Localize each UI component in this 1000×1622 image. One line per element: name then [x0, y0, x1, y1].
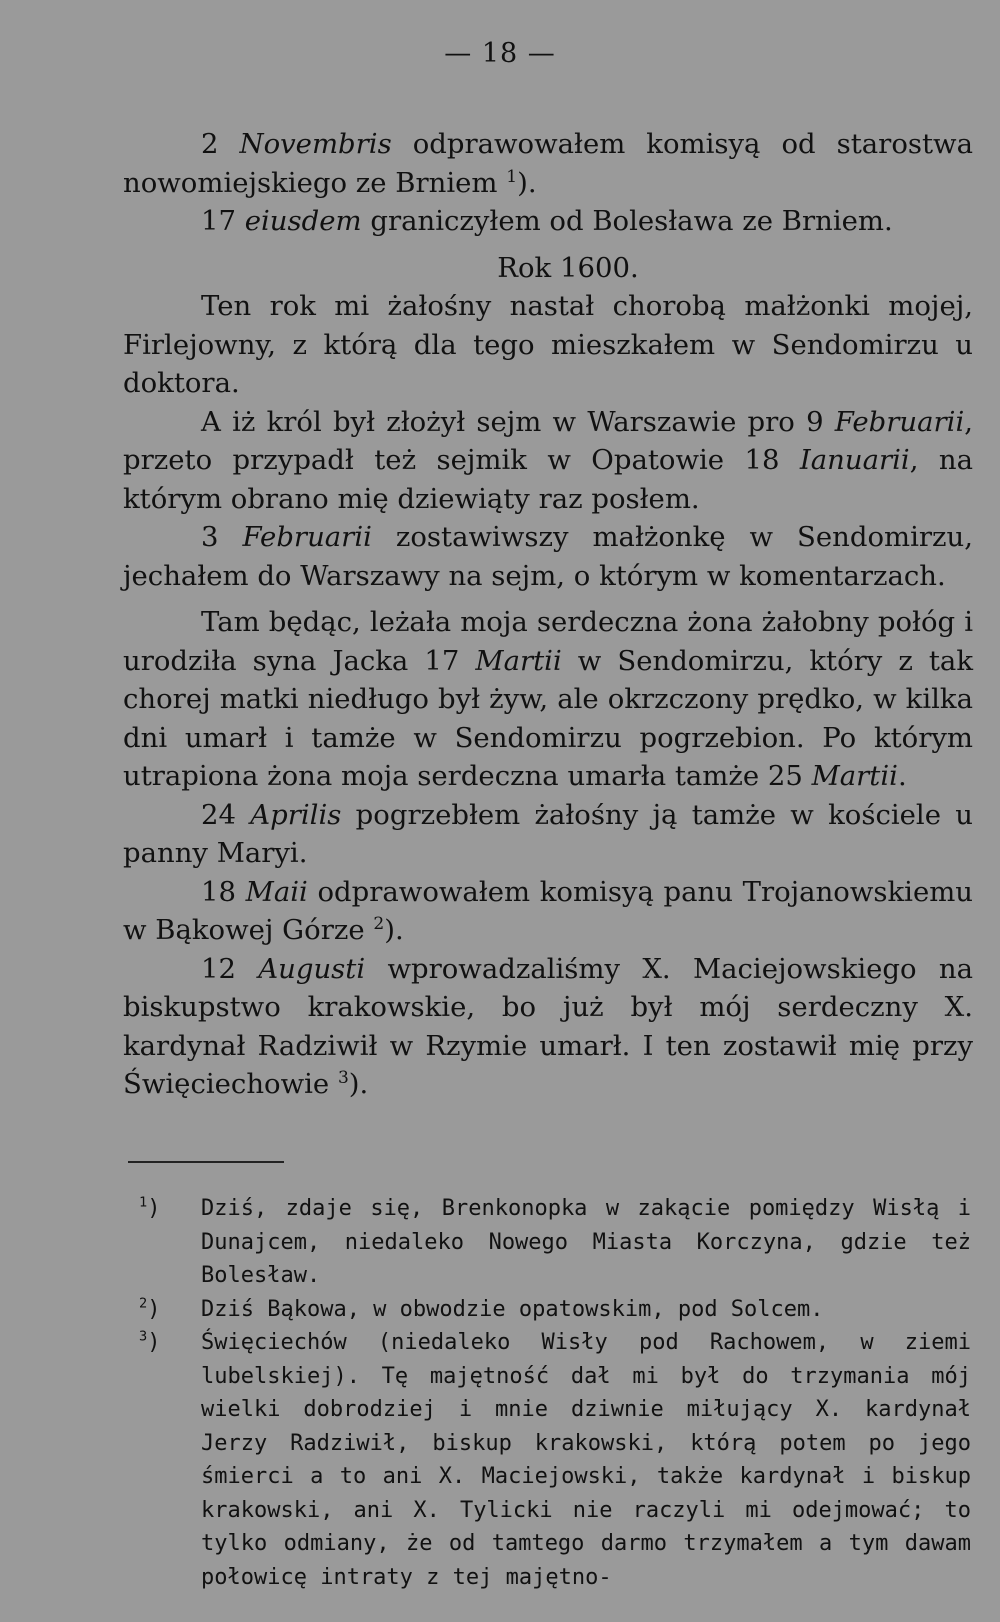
footnote-mark: $^3$) [139, 1328, 161, 1355]
paragraph-5: 3 Februarii zostawiwszy małżonkę w Sendomirzu, jechałem do Warszawy na sejm, o którym w komentarzach. [123, 521, 973, 592]
footnote-3 [123, 1326, 971, 1594]
paragraph-2: 17 eiusdem graniczyłem od Bolesława ze Brniem. [201, 205, 893, 237]
date-italic: Martii [811, 760, 898, 792]
footnote-ref-1[interactable]: 1 [506, 166, 518, 187]
footnote-divider [128, 1161, 284, 1163]
footnotes [123, 1192, 971, 1594]
paragraph-8: 18 Maii odprawowałem komisyą panu Trojanowskiemu w Bąkowej Górze $^2$). [123, 875, 974, 946]
footnote-text: Święciechów (niedaleko Wisły pod Rachowem, w ziemi lubelskiej). Tę majętność dał mi był do trzymania mój wielki dobrodziej i mnie dziwnie miłujący X. kardynał Jerzy Radziwił, biskup krakowski, którą potem po jego śmierci a to ani X. Maciejowski, także kardynał i biskup krakowski, ani X. Tylicki nie raczyli mi odejmować; to tylko odmiany, że od tamtego darmo trzymałem a tym dawam połowicę intraty z tej majętno- [201, 1330, 971, 1590]
footnote-mark: $^1$) [139, 1194, 161, 1221]
year-heading: Rok 1600. [497, 251, 639, 284]
page-number: — 18 — [444, 38, 556, 69]
date-italic: Aprilis [250, 798, 342, 831]
footnote-text: Dziś, zdaje się, Brenkonopka w zakącie pomiędzy Wisłą i Dunajcem, niedaleko Nowego Miasta Korczyna, gdzie też Bolesław. [201, 1196, 971, 1288]
footnote-2 [123, 1293, 971, 1327]
main-text [123, 125, 973, 1104]
footnote-1 [123, 1192, 971, 1293]
date-italic: eiusdem [244, 205, 362, 237]
date-italic: Augusti [258, 952, 366, 985]
paragraph-4: A iż król był złożył sejm w Warszawie pro 9 Februarii, przeto przypadł też sejmik w Opatowie 18 Ianuarii, na którym obrano mię dziewiąty raz posłem. [123, 405, 973, 515]
date-italic: Februarii [242, 521, 372, 553]
footnote-ref-2[interactable]: 2 [373, 913, 385, 934]
footnote-mark: $^2$) [139, 1295, 161, 1322]
footnote-text: Dziś Bąkowa, w obwodzie opatowskim, pod Solcem. [201, 1296, 824, 1322]
paragraph-7: 24 Aprilis pogrzebłem żałośny ją tamże w kościele u panny Maryi. [123, 798, 973, 869]
paragraph-1: 2 Novembris odprawowałem komisyą od starostwa nowomiejskiego ze Brniem $^1$). [123, 128, 973, 199]
date-italic: Martii [475, 644, 562, 677]
footnote-ref-3[interactable]: 3 [337, 1067, 349, 1088]
date-italic: Maii [245, 875, 308, 908]
date-italic: Ianuarii [799, 444, 910, 476]
paragraph-3: Ten rok mi żałośny nastał chorobą małżonki mojej, Firlejowny, z którą dla tego mieszkałem w Sendomirzu u doktora. [123, 290, 973, 399]
paragraph-9: 12 Augusti wprowadzaliśmy X. Maciejowskiego na biskupstwo krakowskie, bo już był mój serdeczny X. kardynał Radziwił w Rzymie umarł. I ten zostawił mię przy Święciechowie $^3$). [123, 952, 973, 1100]
paragraph-6: Tam będąc, leżała moja serdeczna żona żałobny połóg i urodziła syna Jacka 17 Martii w Sendomirzu, który z tak chorej matki niedługo był żyw, ale okrzczony prędko, w kilka dni umarł i tamże w Sendomirzu pogrzebion. Po którym utrapiona żona moja serdeczna umarła tamże 25 Martii. [123, 606, 973, 792]
date-italic: Februarii [834, 405, 965, 438]
date-italic: Novembris [239, 128, 392, 160]
